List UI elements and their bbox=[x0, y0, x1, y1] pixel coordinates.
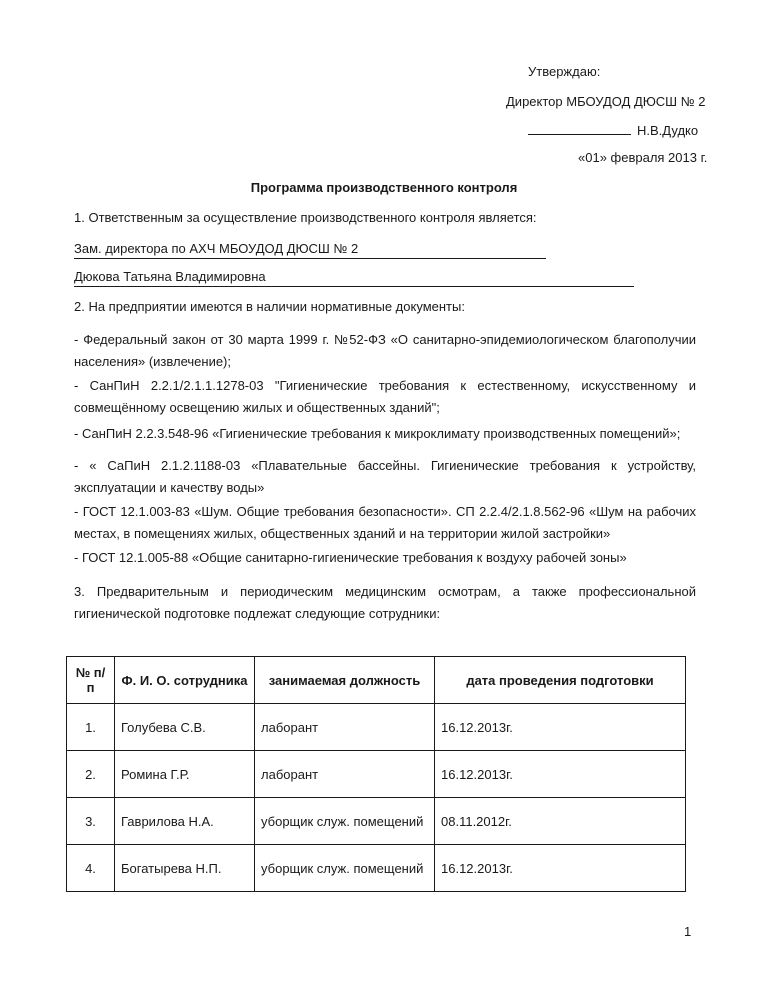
header-name: Ф. И. О. сотрудника bbox=[115, 657, 255, 704]
normative-doc-item: - « СаПиН 2.1.2.1188-03 «Плавательные бассейны. Гигиенические требования к устройству, эксплуатации и качеству воды» bbox=[74, 458, 696, 495]
row-number: 2. bbox=[67, 751, 115, 798]
employee-name: Голубева С.В. bbox=[115, 704, 255, 751]
header-position: занимаемая должность bbox=[255, 657, 435, 704]
section3-heading: 3. Предварительным и периодическим медицинским осмотрам, а также профессиональной гигиенической подготовке подлежат следующие сотрудники: bbox=[74, 584, 696, 621]
table-row bbox=[67, 845, 686, 892]
employee-name: Ромина Г.Р. bbox=[115, 751, 255, 798]
responsible-person: Дюкова Татьяна Владимировна bbox=[74, 268, 634, 287]
employee-position: уборщик служ. помещений bbox=[255, 798, 435, 845]
document-title: Программа производственного контроля bbox=[250, 180, 518, 195]
normative-doc-item: - СанПиН 2.2.3.548-96 «Гигиенические требования к микроклимату производственных помещений»; bbox=[74, 426, 681, 441]
normative-doc-item: - СанПиН 2.2.1/2.1.1.1278-03 "Гигиенические требования к естественному, искусственному и совмещённому освещению жилых и общественных зданий"; bbox=[74, 378, 696, 415]
table-header-row bbox=[67, 657, 686, 704]
employee-position: уборщик служ. помещений bbox=[255, 845, 435, 892]
approval-date: «01» февраля 2013 г. bbox=[578, 150, 708, 165]
header-number: № п/п bbox=[67, 657, 115, 704]
signature-line bbox=[528, 122, 631, 135]
employees-table bbox=[66, 656, 686, 892]
training-date: 16.12.2013г. bbox=[435, 751, 686, 798]
table-row bbox=[67, 751, 686, 798]
table-row bbox=[67, 704, 686, 751]
training-date: 16.12.2013г. bbox=[435, 704, 686, 751]
normative-doc-item: - ГОСТ 12.1.003-83 «Шум. Общие требования безопасности». СП 2.2.4/2.1.8.562-96 «Шум на рабочих местах, в помещениях жилых, общественных зданий и на территории жилой застройки» bbox=[74, 504, 696, 541]
section1-heading: 1. Ответственным за осуществление производственного контроля является: bbox=[74, 210, 537, 225]
approval-signature-name: Н.В.Дудко bbox=[637, 123, 699, 138]
employee-name: Гаврилова Н.А. bbox=[115, 798, 255, 845]
section2-heading: 2. На предприятии имеются в наличии нормативные документы: bbox=[74, 299, 465, 314]
row-number: 1. bbox=[67, 704, 115, 751]
header-date: дата проведения подготовки bbox=[435, 657, 686, 704]
normative-doc-item: - ГОСТ 12.1.005-88 «Общие санитарно-гигиенические требования к воздуху рабочей зоны» bbox=[74, 550, 627, 565]
approval-heading: Утверждаю: bbox=[528, 64, 601, 79]
row-number: 3. bbox=[67, 798, 115, 845]
employee-name: Богатырева Н.П. bbox=[115, 845, 255, 892]
employee-position: лаборант bbox=[255, 751, 435, 798]
training-date: 16.12.2013г. bbox=[435, 845, 686, 892]
employee-position: лаборант bbox=[255, 704, 435, 751]
responsible-position: Зам. директора по АХЧ МБОУДОД ДЮСШ № 2 bbox=[74, 240, 546, 259]
table-row bbox=[67, 798, 686, 845]
row-number: 4. bbox=[67, 845, 115, 892]
approval-director: Директор МБОУДОД ДЮСШ № 2 bbox=[506, 94, 706, 109]
normative-doc-item: - Федеральный закон от 30 марта 1999 г. №52-ФЗ «О санитарно-эпидемиологическом благополучии населения» (извлечение); bbox=[74, 332, 696, 369]
page-number: 1 bbox=[684, 924, 692, 939]
approval-signature bbox=[528, 122, 698, 138]
training-date: 08.11.2012г. bbox=[435, 798, 686, 845]
